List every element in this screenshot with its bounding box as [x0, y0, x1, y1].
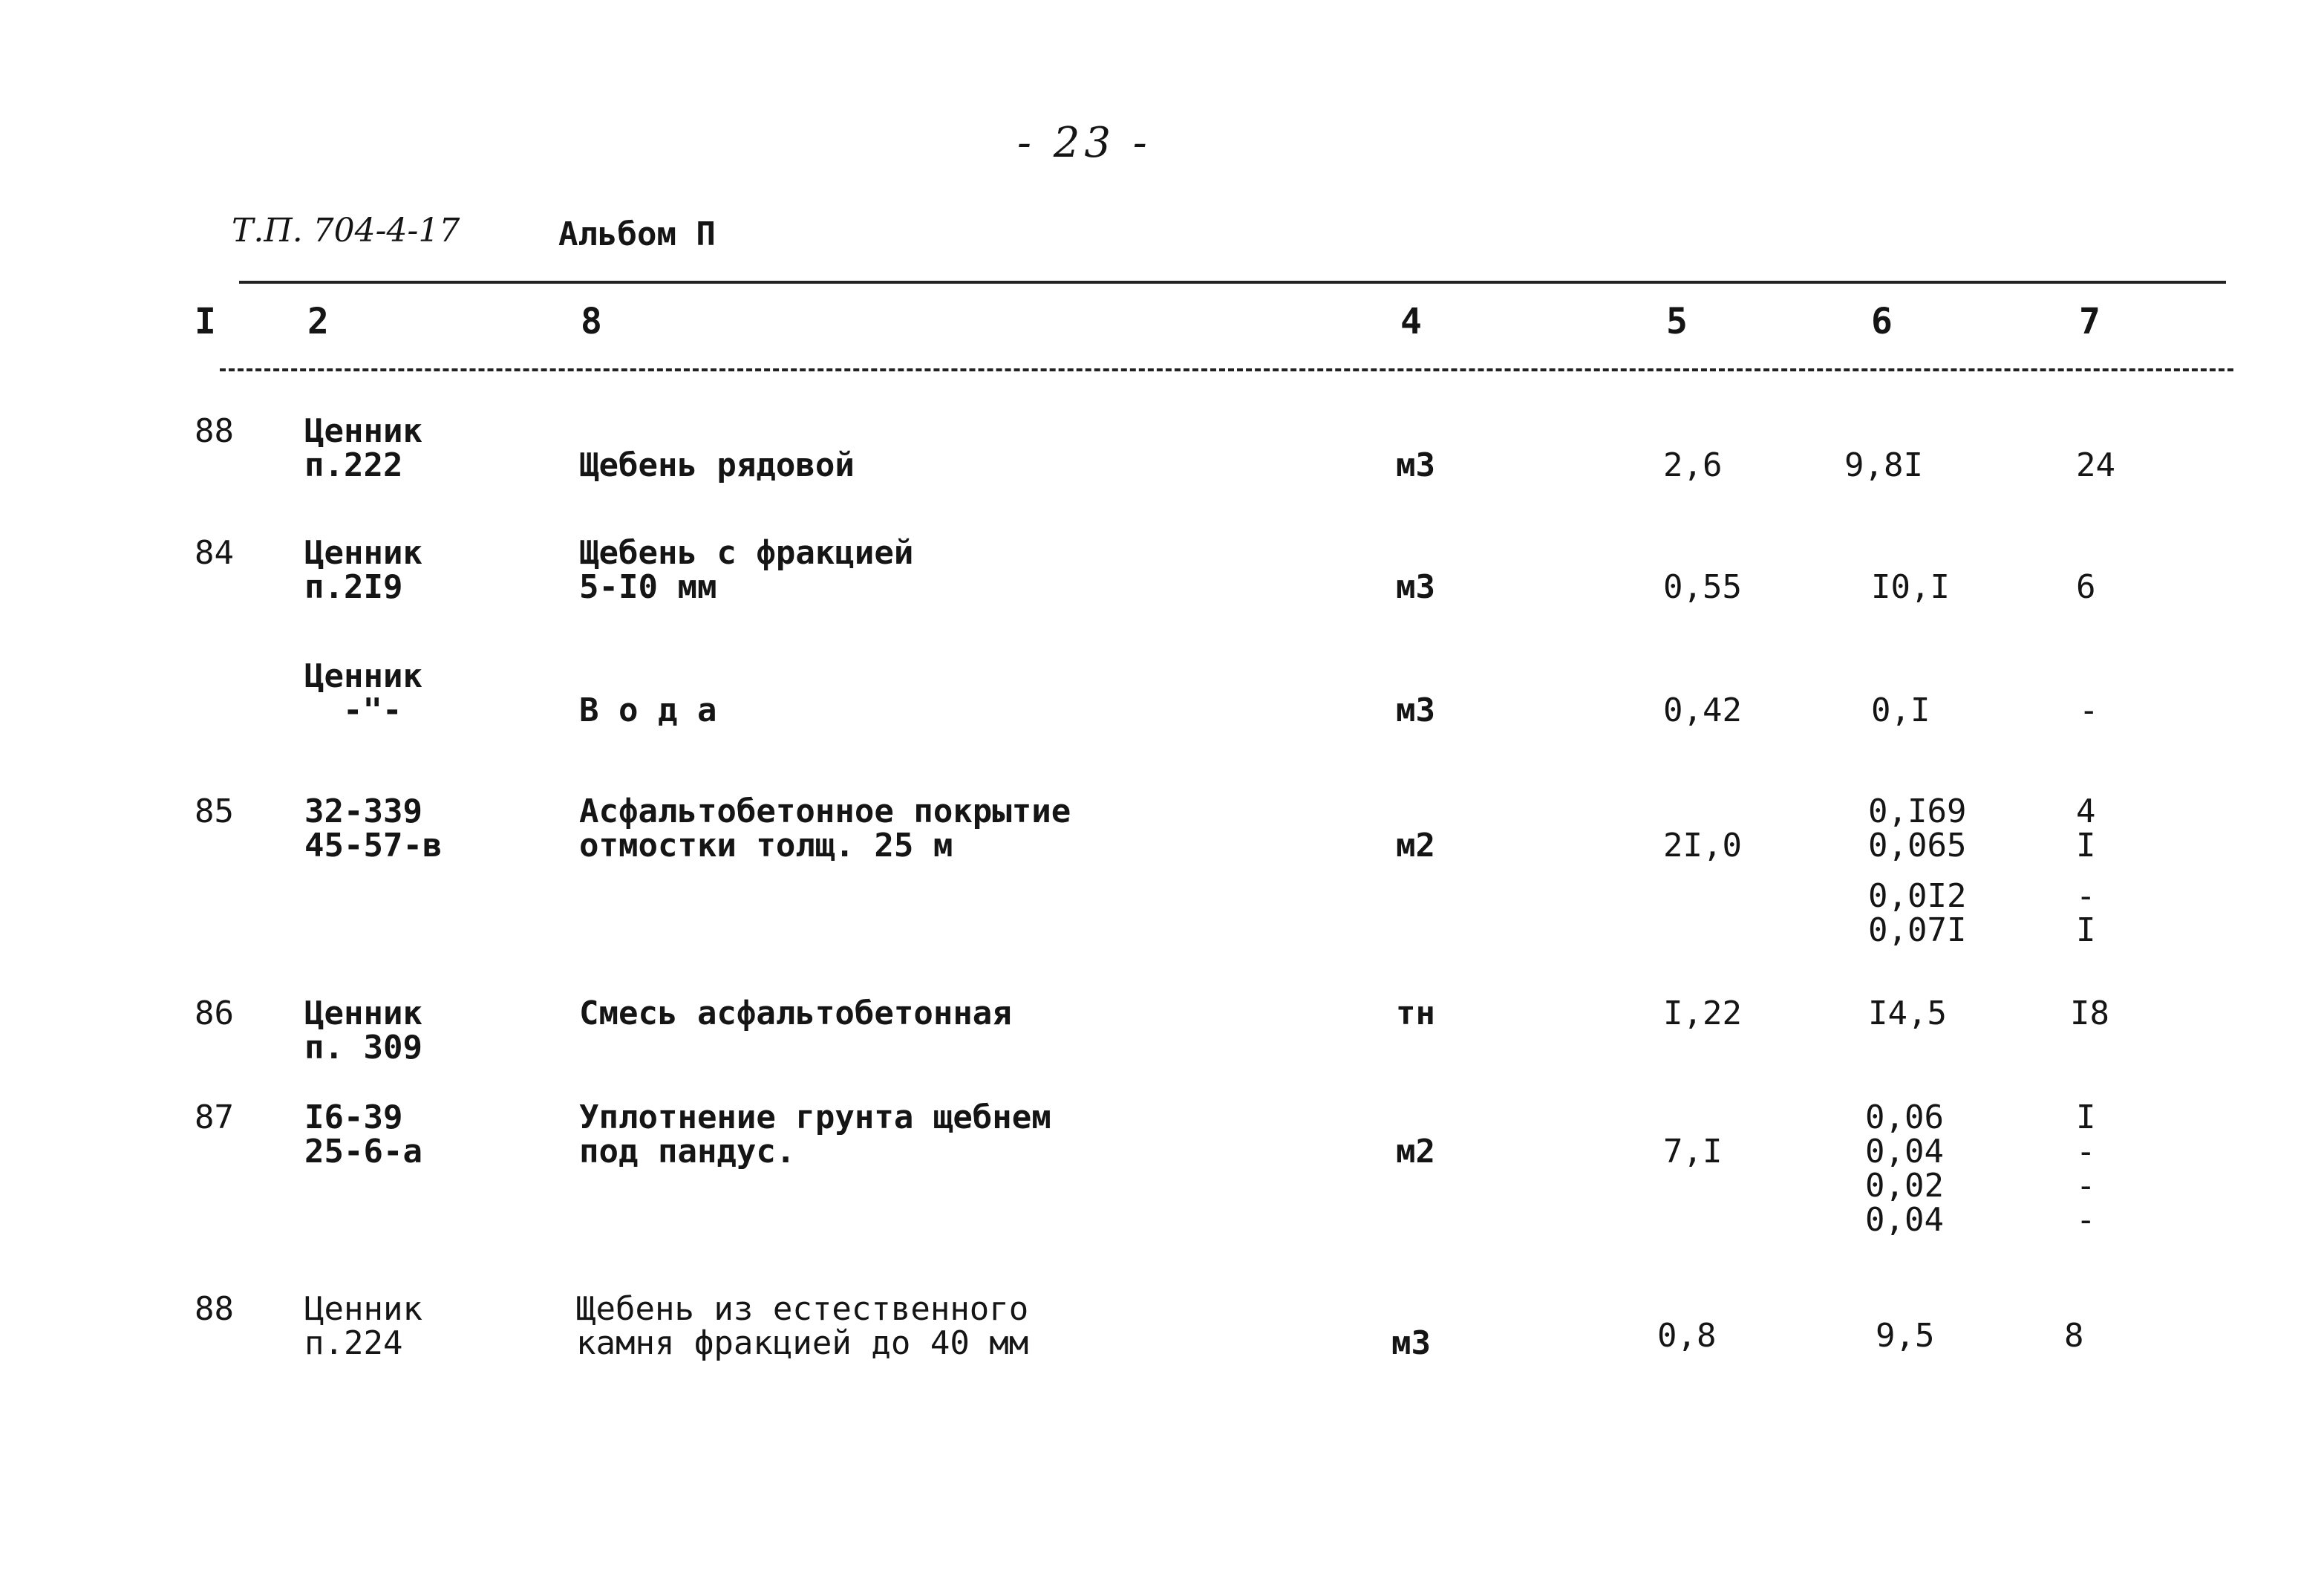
row-unit: м2 — [1396, 1133, 1435, 1171]
row-description-line1: Асфальтобетонное покрытие — [579, 792, 1071, 830]
row-total: 6 — [2076, 568, 2096, 606]
row-price-1: 0,06 — [1865, 1098, 1944, 1136]
row-unit: м3 — [1391, 1324, 1431, 1362]
row-quantity: I,22 — [1663, 994, 1742, 1032]
column-header-7: 7 — [2079, 301, 2101, 342]
row-description-line2: под пандус. — [579, 1133, 796, 1171]
column-header-6: 6 — [1871, 301, 1893, 342]
page-number: - 23 - — [1017, 119, 1152, 167]
row-ref-line2: -"- — [343, 691, 402, 729]
album-label: Альбом П — [558, 215, 716, 253]
row-quantity: 0,8 — [1657, 1317, 1717, 1355]
row-ref-line1: Ценник — [304, 657, 422, 695]
document-code: Т.П. 704-4-17 — [232, 212, 460, 250]
header-bottom-rule — [220, 368, 2233, 371]
row-price-2: 0,065 — [1868, 827, 1967, 865]
row-quantity: 0,55 — [1663, 568, 1742, 606]
row-price: 9,8I — [1844, 446, 1923, 484]
row-price-3: 0,02 — [1865, 1167, 1944, 1205]
column-header-2: 2 — [307, 301, 329, 342]
row-ref-line1: Ценник — [304, 412, 422, 450]
row-price-3: 0,0I2 — [1868, 877, 1967, 915]
row-total: I8 — [2070, 994, 2109, 1032]
row-description: Смесь асфальтобетонная — [579, 994, 1012, 1032]
row-number: 84 — [195, 534, 234, 572]
row-description: Щебень рядовой — [579, 446, 855, 484]
row-description-line2: отмостки толщ. 25 м — [579, 827, 953, 865]
header-top-rule — [239, 281, 2226, 284]
row-price: I0,I — [1871, 568, 1950, 606]
row-ref-line2: п.222 — [304, 446, 403, 484]
row-description: В о д а — [579, 691, 717, 729]
row-ref-line2: п.224 — [304, 1324, 403, 1362]
row-quantity: 2,6 — [1663, 446, 1723, 484]
row-quantity: 0,42 — [1663, 691, 1742, 729]
row-price-2: 0,04 — [1865, 1133, 1944, 1171]
row-total-4: - — [2076, 1201, 2096, 1239]
row-total: 24 — [2076, 446, 2115, 484]
column-header-1: I — [195, 301, 216, 342]
row-total-2: I — [2076, 827, 2096, 865]
row-total-3: - — [2076, 877, 2096, 915]
row-price: 9,5 — [1876, 1317, 1935, 1355]
row-ref-line2: п.2I9 — [304, 568, 403, 606]
row-price-4: 0,07I — [1868, 911, 1967, 949]
row-number: 86 — [195, 994, 234, 1032]
row-total: - — [2079, 691, 2099, 729]
row-number: 88 — [195, 412, 234, 450]
row-ref-line1: Ценник — [304, 1290, 422, 1328]
row-total: 8 — [2064, 1317, 2084, 1355]
column-header-4: 4 — [1400, 301, 1422, 342]
row-ref-line1: 32-339 — [304, 792, 422, 830]
row-price: I4,5 — [1868, 994, 1947, 1032]
column-header-3: 8 — [581, 301, 602, 342]
row-description-line1: Щебень с фракцией — [579, 534, 914, 572]
row-quantity: 7,I — [1663, 1133, 1723, 1171]
row-unit: м3 — [1396, 568, 1435, 606]
row-total-1: I — [2076, 1098, 2096, 1136]
row-ref-line1: Ценник — [304, 994, 422, 1032]
row-ref-line2: 45-57-в — [304, 827, 443, 865]
row-description-line1: Уплотнение грунта щебнем — [579, 1098, 1051, 1136]
row-unit: м3 — [1396, 446, 1435, 484]
column-header-5: 5 — [1666, 301, 1688, 342]
row-ref-line1: I6-39 — [304, 1098, 403, 1136]
row-total-1: 4 — [2076, 792, 2096, 830]
row-price: 0,I — [1871, 691, 1930, 729]
row-number: 88 — [195, 1290, 234, 1328]
row-unit: м2 — [1396, 827, 1435, 865]
row-unit: тн — [1396, 994, 1435, 1032]
row-price-1: 0,I69 — [1868, 792, 1967, 830]
row-unit: м3 — [1396, 691, 1435, 729]
row-number: 85 — [195, 792, 234, 830]
row-number: 87 — [195, 1098, 234, 1136]
row-ref-line1: Ценник — [304, 534, 422, 572]
row-total-4: I — [2076, 911, 2096, 949]
row-price-4: 0,04 — [1865, 1201, 1944, 1239]
row-total-3: - — [2076, 1167, 2096, 1205]
row-total-2: - — [2076, 1133, 2096, 1171]
row-ref-line2: п. 309 — [304, 1029, 422, 1067]
row-description-line2: 5-I0 мм — [579, 568, 717, 606]
row-ref-line2: 25-6-а — [304, 1133, 422, 1171]
row-description-line1: Щебень из естественного — [576, 1290, 1029, 1328]
row-description-line2: камня фракцией до 40 мм — [576, 1324, 1029, 1362]
row-quantity: 2I,0 — [1663, 827, 1742, 865]
